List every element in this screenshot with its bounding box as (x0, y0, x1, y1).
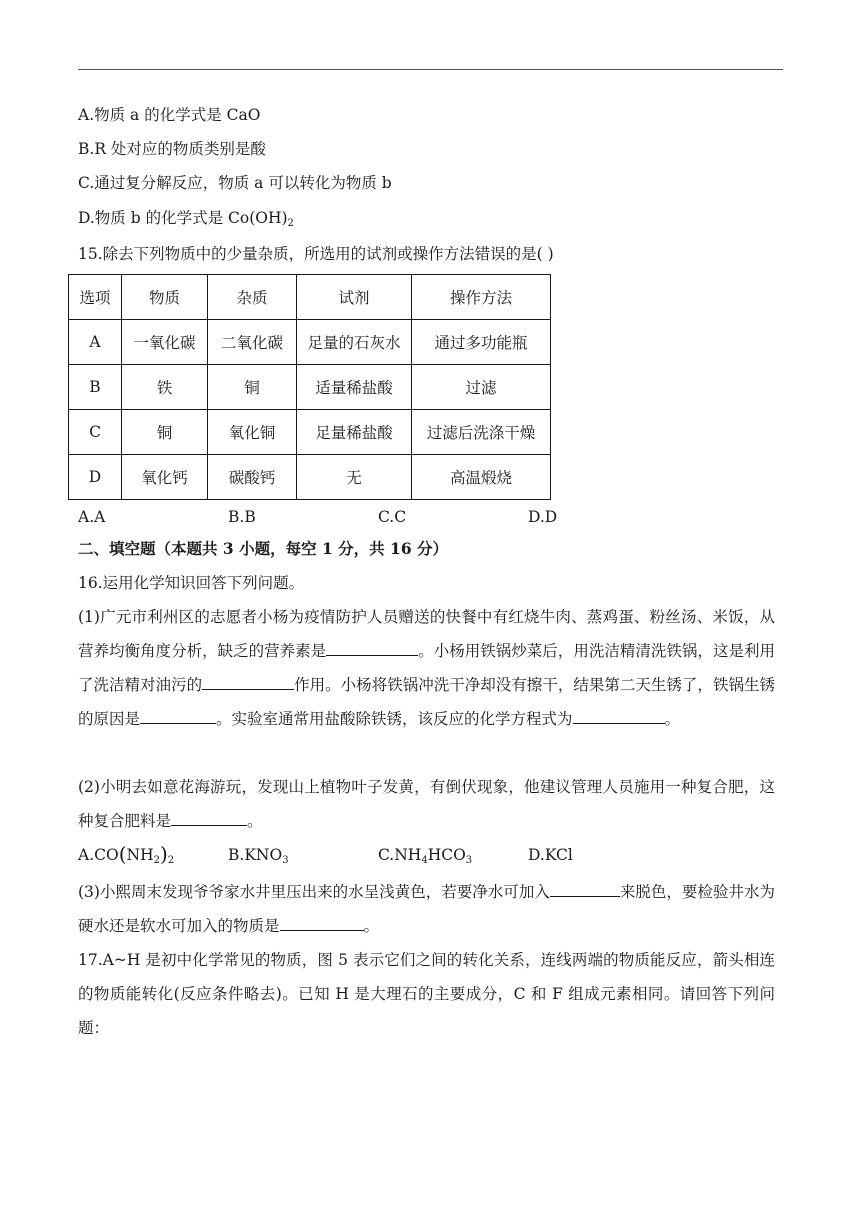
table-cell: 高温煅烧 (412, 455, 551, 500)
table-row (69, 455, 551, 500)
impurity-table (68, 274, 551, 500)
answer-blank (280, 915, 364, 931)
question-16: 16.运用化学知识回答下列问题。 (78, 574, 305, 592)
fertilizer-option-d: D.KCl (528, 846, 573, 864)
option-14-b: B.R 处对应的物质类别是酸 (78, 140, 266, 158)
question-16-part-2: (2)小明去如意花海游玩，发现山上植物叶子发黄，有倒伏现象，他建议管理人员施用一种复合肥，这种复合肥料是 。 (78, 778, 775, 830)
answer-option-d: D.D (528, 508, 558, 526)
answer-blank (573, 708, 665, 724)
header-rule (78, 69, 783, 70)
table-cell: 通过多功能瓶 (412, 320, 551, 365)
table-cell: 无 (297, 455, 412, 500)
table-header-cell: 物质 (122, 275, 208, 320)
table-cell: 足量的石灰水 (297, 320, 412, 365)
table-cell: 二氧化碳 (208, 320, 297, 365)
table-cell: C (69, 410, 122, 455)
fertilizer-option-c: $C.NH_4HCO_3$ (378, 846, 473, 866)
table-row (69, 365, 551, 410)
section-heading: 二、填空题（本题共 3 小题，每空 1 分，共 16 分） (78, 539, 449, 558)
question-17: 17.A~H 是初中化学常见的物质，图 5 表示它们之间的转化关系，连线两端的物质能反应，箭头相连的物质能转化(反应条件略去)。已知 H 是大理石的主要成分，C 和 F 组成元素相同。请回答下列问题： (78, 951, 775, 1037)
table-header-cell: 操作方法 (412, 275, 551, 320)
table-header-cell: 试剂 (297, 275, 412, 320)
table-cell: 碳酸钙 (208, 455, 297, 500)
question-16-part-1: (1)广元市利州区的志愿者小杨为疫情防护人员赠送的快餐中有红烧牛肉、蒸鸡蛋、粉丝汤、米饭，从营养均衡角度分析，缺乏的营养素是 。小杨用铁锅炒菜后，用洗洁精清洗铁锅，这是利用了洗洁精对油污的 作用。小杨将铁锅冲洗干净却没有擦干，结果第二天生锈了，铁锅生锈的原因是 。实验室通常用盐酸除铁锈，该反应的化学方程式为 。 (78, 608, 775, 728)
table-cell: 铜 (208, 365, 297, 410)
option-14-a: A.物质 a 的化学式是 CaO (78, 106, 261, 124)
table-cell: 过滤后洗涤干燥 (412, 410, 551, 455)
answer-blank (550, 881, 620, 897)
table-cell: 铜 (122, 410, 208, 455)
table-row (69, 320, 551, 365)
table-row (69, 410, 551, 455)
table-header-row (69, 275, 551, 320)
table-header-cell: 选项 (69, 275, 122, 320)
answer-blank (140, 708, 216, 724)
table-cell: 足量稀盐酸 (297, 410, 412, 455)
answer-option-b: B.B (228, 508, 256, 526)
table-cell: 铁 (122, 365, 208, 410)
fertilizer-option-b: $B.KNO_3$ (228, 846, 289, 866)
answer-blank (171, 810, 247, 826)
option-14-c: C.通过复分解反应，物质 a 可以转化为物质 b (78, 174, 392, 192)
answer-blank (326, 640, 418, 656)
table-cell: B (69, 365, 122, 410)
question-16-part-3: (3)小熙周末发现爷爷家水井里压出来的水呈浅黄色，若要净水可加入 来脱色，要检验井水为硬水还是软水可加入的物质是 。 (78, 883, 775, 935)
fertilizer-option-a: $A.CO(NH_2)_2$ (78, 842, 175, 866)
table-cell: 一氧化碳 (122, 320, 208, 365)
answer-option-c: C.C (378, 508, 407, 526)
table-cell: 过滤 (412, 365, 551, 410)
answer-option-a: A.A (78, 508, 106, 526)
table-header-cell: 杂质 (208, 275, 297, 320)
table-cell: 氧化铜 (208, 410, 297, 455)
question-15: 15.除去下列物质中的少量杂质，所选用的试剂或操作方法错误的是( ) (78, 245, 554, 263)
table-cell: 氧化钙 (122, 455, 208, 500)
table-cell: A (69, 320, 122, 365)
answer-blank (202, 674, 294, 690)
table-cell: 适量稀盐酸 (297, 365, 412, 410)
table-cell: D (69, 455, 122, 500)
option-14-d: D.物质 b 的化学式是 $Co(OH)_2$ (78, 209, 294, 229)
